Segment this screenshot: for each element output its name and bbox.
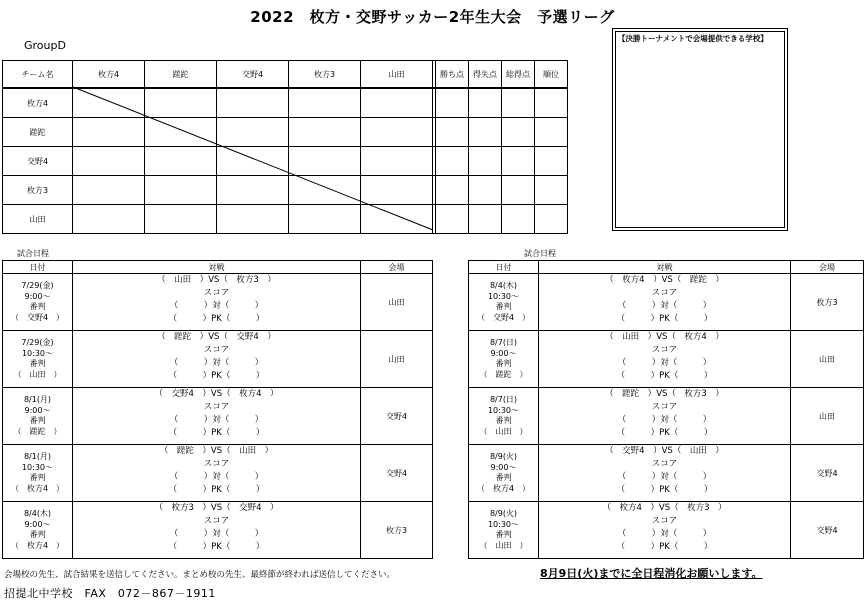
match-date: 8/1(月) (23, 395, 52, 404)
referee-team: 蹉跎 (29, 426, 46, 436)
referee-team: 蹉跎 (495, 369, 512, 379)
pk-label: PK (659, 542, 670, 552)
vs-label: VS (661, 275, 673, 285)
match-teams-line: （ 山田 ）VS（ 枚方4 ） (605, 332, 724, 342)
referee-label: 番判 (29, 359, 46, 368)
referee-label: 番判 (495, 473, 512, 482)
match-date-cell (469, 445, 539, 502)
match-row (469, 502, 864, 559)
score-label: スコア (203, 516, 230, 526)
taisen-label: 対 (660, 472, 669, 482)
pk-line: （ ）PK（ ） (616, 542, 713, 552)
match-row (3, 502, 433, 559)
referee-team: 山田 (29, 369, 46, 379)
taisen-label: 対 (212, 472, 221, 482)
pk-label: PK (211, 314, 222, 324)
referee-team: 枚方4 (26, 483, 49, 493)
match-time: 10:30～ (487, 519, 520, 529)
referee-team-line: （ 交野4 ） (476, 312, 531, 322)
match-venue: 交野4 (361, 445, 433, 502)
col-team-3: 枚方3 (289, 61, 361, 89)
match-header: 対戦 (539, 261, 791, 274)
match-time: 9:00～ (24, 405, 51, 415)
home-team: 交野4 (622, 446, 645, 456)
referee-label: 番判 (495, 416, 512, 425)
home-team: 山田 (622, 332, 640, 342)
pk-line: （ ）PK（ ） (168, 485, 265, 495)
away-team: 枚方3 (236, 275, 259, 285)
schedule-label-left: 試合日程 (17, 249, 49, 258)
home-team: 蹉跎 (622, 389, 640, 399)
match-cell (539, 331, 791, 388)
home-team: 山田 (174, 275, 192, 285)
match-date-cell (3, 331, 73, 388)
pk-line: （ ）PK（ ） (616, 371, 713, 381)
goals-header: 総得点 (502, 61, 535, 89)
match-teams-line: （ 山田 ）VS（ 枚方3 ） (157, 275, 276, 285)
referee-team: 枚方4 (26, 540, 49, 550)
standings-row (3, 88, 568, 118)
home-team: 枚方3 (171, 503, 194, 513)
standings-row (3, 205, 568, 234)
taisen-label: 対 (212, 415, 221, 425)
footer-note: 会場校の先生、試合結果を送信してください。まとめ校の先生、最終節が終われば送信してください。 (4, 570, 396, 580)
match-row (469, 331, 864, 388)
match-teams-line: （ 蹉跎 ）VS（ 交野4 ） (157, 332, 276, 342)
referee-team-line: （ 蹉跎 ） (479, 369, 528, 379)
match-time: 9:00～ (24, 519, 51, 529)
score-line: （ ）対（ ） (617, 529, 712, 539)
match-cell (539, 388, 791, 445)
score-line: （ ）対（ ） (617, 472, 712, 482)
score-line: （ ）対（ ） (169, 415, 264, 425)
schedule-table-right (468, 260, 864, 559)
referee-label: 番判 (29, 530, 46, 539)
pk-label: PK (211, 542, 222, 552)
away-team: 山田 (689, 446, 707, 456)
standings-row (3, 176, 568, 205)
referee-label: 番判 (495, 359, 512, 368)
date-header: 日付 (3, 261, 73, 274)
pk-label: PK (659, 371, 670, 381)
home-team: 蹉跎 (174, 332, 192, 342)
referee-team: 山田 (495, 540, 512, 550)
referee-label: 番判 (495, 530, 512, 539)
venue-header: 会場 (361, 261, 433, 274)
referee-label: 番判 (29, 473, 46, 482)
goal-diff-header: 得失点 (469, 61, 502, 89)
referee-team: 交野4 (492, 312, 515, 322)
referee-label: 番判 (495, 302, 512, 311)
pk-label: PK (659, 485, 670, 495)
match-date: 8/4(木) (23, 509, 52, 518)
home-team: 蹉跎 (176, 446, 194, 456)
home-team: 枚方4 (622, 275, 645, 285)
pk-line: （ ）PK（ ） (616, 314, 713, 324)
venue-offer-box (612, 28, 788, 231)
match-time: 9:00～ (490, 462, 517, 472)
contact-info: 招提北中学校 FAX 072－867－1911 (4, 587, 216, 600)
match-row (3, 331, 433, 388)
away-team: 枚方4 (684, 332, 707, 342)
referee-team: 枚方4 (492, 483, 515, 493)
match-venue: 山田 (361, 331, 433, 388)
match-cell (73, 274, 361, 331)
row-team-4: 山田 (3, 205, 73, 234)
standings-header-row (3, 61, 568, 89)
page-title: 2022 枚方・交野サッカー2年生大会 予選リーグ (250, 8, 615, 26)
vs-label: VS (208, 332, 220, 342)
referee-team: 山田 (495, 426, 512, 436)
match-teams-line: （ 交野4 ）VS（ 枚方4 ） (154, 389, 279, 399)
taisen-label: 対 (660, 301, 669, 311)
match-date-cell (3, 445, 73, 502)
taisen-label: 対 (660, 358, 669, 368)
schedule-table-left (2, 260, 433, 559)
match-teams-line: （ 枚方4 ）VS（ 枚方3 ） (602, 503, 727, 513)
match-time: 10:30～ (487, 405, 520, 415)
match-date-cell (469, 502, 539, 559)
pk-line: （ ）PK（ ） (616, 485, 713, 495)
group-label: GroupD (24, 39, 66, 52)
score-line: （ ）対（ ） (169, 529, 264, 539)
match-date: 7/29(金) (21, 281, 54, 290)
match-date-cell (3, 502, 73, 559)
away-team: 蹉跎 (689, 275, 707, 285)
match-row (469, 388, 864, 445)
score-line: （ ）対（ ） (617, 358, 712, 368)
pk-line: （ ）PK（ ） (616, 428, 713, 438)
row-team-3: 枚方3 (3, 176, 73, 205)
match-venue: 交野4 (791, 445, 864, 502)
match-cell (539, 445, 791, 502)
score-label: スコア (651, 402, 678, 412)
match-teams-line: （ 枚方3 ）VS（ 交野4 ） (154, 503, 279, 513)
referee-team-line: （ 枚方4 ） (476, 483, 531, 493)
away-team: 交野4 (236, 332, 259, 342)
away-team: 枚方3 (687, 503, 710, 513)
match-venue: 枚方3 (361, 502, 433, 559)
match-cell (73, 445, 361, 502)
vs-label: VS (210, 503, 223, 513)
vs-label: VS (208, 275, 220, 285)
taisen-label: 対 (660, 415, 669, 425)
match-date: 8/1(月) (23, 452, 52, 461)
away-team: 交野4 (239, 503, 262, 513)
match-date-cell (469, 274, 539, 331)
vs-label: VS (658, 503, 671, 513)
points-header: 勝ち点 (436, 61, 469, 89)
row-team-2: 交野4 (3, 147, 73, 176)
match-venue: 交野4 (361, 388, 433, 445)
match-cell (73, 502, 361, 559)
match-teams-line: （ 交野4 ）VS（ 山田 ） (605, 446, 724, 456)
pk-label: PK (659, 428, 670, 438)
col-team-0: 枚方4 (73, 61, 145, 89)
vs-label: VS (661, 446, 673, 456)
pk-line: （ ）PK（ ） (168, 428, 265, 438)
taisen-label: 対 (212, 529, 221, 539)
match-date-cell (3, 388, 73, 445)
match-cell (539, 502, 791, 559)
match-teams-line: （ 蹉跎 ）VS（ 山田 ） (159, 446, 274, 456)
referee-label: 番判 (29, 302, 46, 311)
match-date-cell (3, 274, 73, 331)
standings-row (3, 147, 568, 176)
match-date-cell (469, 331, 539, 388)
pk-line: （ ）PK（ ） (168, 314, 265, 324)
match-date: 8/7(日) (489, 395, 518, 404)
away-team: 枚方4 (239, 389, 262, 399)
match-time: 10:30～ (21, 348, 54, 358)
match-date: 8/9(火) (489, 452, 518, 461)
match-venue: 枚方3 (791, 274, 864, 331)
score-line: （ ）対（ ） (617, 301, 712, 311)
match-date: 8/4(木) (489, 281, 518, 290)
match-row (469, 445, 864, 502)
pk-label: PK (211, 485, 222, 495)
match-teams-line: （ 蹉跎 ）VS（ 枚方3 ） (605, 389, 724, 399)
score-line: （ ）対（ ） (169, 472, 264, 482)
vs-label: VS (210, 389, 223, 399)
date-header: 日付 (469, 261, 539, 274)
score-line: （ ）対（ ） (169, 301, 264, 311)
referee-team-line: （ 山田 ） (13, 369, 62, 379)
vs-label: VS (656, 389, 668, 399)
match-cell (73, 388, 361, 445)
taisen-label: 対 (660, 529, 669, 539)
referee-team-line: （ 交野4 ） (10, 312, 65, 322)
referee-team-line: （ 蹉跎 ） (13, 426, 62, 436)
pk-label: PK (211, 428, 222, 438)
match-date: 8/9(火) (489, 509, 518, 518)
score-label: スコア (651, 345, 678, 355)
match-cell (539, 274, 791, 331)
match-row (3, 274, 433, 331)
deadline-note: 8月9日(火)までに全日程消化お願いします。 (540, 567, 763, 580)
match-venue: 交野4 (791, 502, 864, 559)
home-team: 交野4 (171, 389, 194, 399)
match-row (469, 274, 864, 331)
score-line: （ ）対（ ） (169, 358, 264, 368)
match-date: 7/29(金) (21, 338, 54, 347)
match-header: 対戦 (73, 261, 361, 274)
referee-team-line: （ 山田 ） (479, 540, 528, 550)
referee-team-line: （ 山田 ） (479, 426, 528, 436)
away-team: 枚方3 (684, 389, 707, 399)
pk-line: （ ）PK（ ） (168, 542, 265, 552)
score-label: スコア (203, 459, 230, 469)
match-teams-line: （ 枚方4 ）VS（ 蹉跎 ） (605, 275, 724, 285)
match-row (3, 388, 433, 445)
referee-label: 番判 (29, 416, 46, 425)
row-team-0: 枚方4 (3, 88, 73, 118)
col-team-1: 蹉跎 (145, 61, 217, 89)
match-time: 10:30～ (21, 462, 54, 472)
standings-table (2, 60, 568, 234)
match-date: 8/7(日) (489, 338, 518, 347)
match-time: 10:30～ (487, 291, 520, 301)
referee-team-line: （ 枚方4 ） (10, 483, 65, 493)
venue-header: 会場 (791, 261, 864, 274)
col-team-4: 山田 (361, 61, 433, 89)
score-label: スコア (203, 402, 230, 412)
rank-header: 順位 (535, 61, 568, 89)
match-venue: 山田 (791, 388, 864, 445)
away-team: 山田 (239, 446, 257, 456)
pk-line: （ ）PK（ ） (168, 371, 265, 381)
match-venue: 山田 (791, 331, 864, 388)
schedule-label-right: 試合日程 (524, 249, 556, 258)
taisen-label: 対 (212, 358, 221, 368)
score-label: スコア (651, 459, 678, 469)
match-time: 9:00～ (490, 348, 517, 358)
home-team: 枚方4 (619, 503, 642, 513)
taisen-label: 対 (212, 301, 221, 311)
referee-team: 交野4 (26, 312, 49, 322)
score-label: スコア (203, 288, 230, 298)
row-team-1: 蹉跎 (3, 118, 73, 147)
pk-label: PK (659, 314, 670, 324)
referee-team-line: （ 枚方4 ） (10, 540, 65, 550)
venue-offer-label: 【決勝トーナメントで会場提供できる学校】 (618, 34, 768, 43)
standings-row (3, 118, 568, 147)
match-time: 9:00～ (24, 291, 51, 301)
match-venue: 山田 (361, 274, 433, 331)
pk-label: PK (211, 371, 222, 381)
team-name-header: チーム名 (3, 61, 73, 89)
match-date-cell (469, 388, 539, 445)
score-label: スコア (651, 288, 678, 298)
match-row (3, 445, 433, 502)
score-line: （ ）対（ ） (617, 415, 712, 425)
col-team-2: 交野4 (217, 61, 289, 89)
match-cell (73, 331, 361, 388)
score-label: スコア (203, 345, 230, 355)
vs-label: VS (210, 446, 223, 456)
vs-label: VS (656, 332, 668, 342)
score-label: スコア (651, 516, 678, 526)
